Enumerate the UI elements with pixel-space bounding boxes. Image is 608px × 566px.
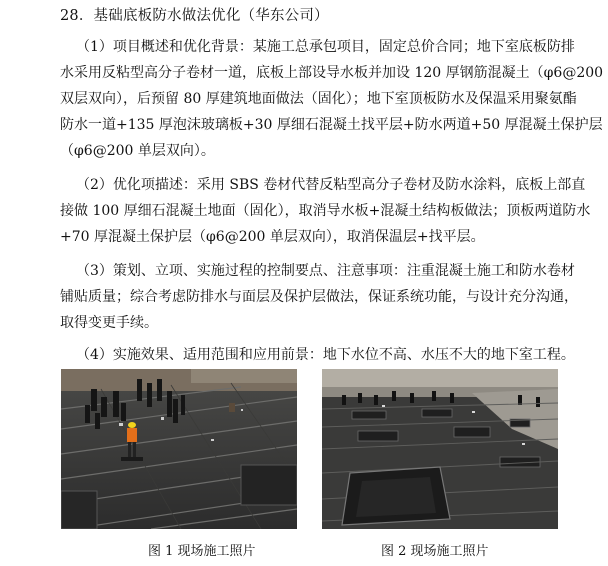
site-photo-2-image	[322, 369, 558, 529]
text-line: 铺贴质量；综合考虑防排水与面层及保护层做法，保证系统功能，与设计充分沟通，	[60, 289, 578, 305]
site-photo-2	[322, 369, 558, 529]
text-line: 水采用反粘型高分子卷材一道，底板上部设导水板并加设 120 厚钢筋混凝土（φ6@200	[60, 65, 604, 81]
text-line: （1）项目概述和优化背景：某施工总承包项目，固定总价合同；地下室底板防排	[76, 39, 575, 55]
section-heading: 28．基础底板防水做法优化（华东公司）	[60, 8, 329, 24]
text-line: 取得变更手续。	[60, 315, 158, 331]
text-line: （φ6@200 单层双向）。	[60, 143, 215, 159]
figure-1-caption: 图 1 现场施工照片	[148, 544, 256, 559]
figure-2-caption: 图 2 现场施工照片	[381, 544, 489, 559]
text-line: 双层双向），后预留 80 厚建筑地面做法（固化）；地下室顶板防水及保温采用聚氨酯	[60, 91, 577, 107]
site-photo-1-image	[61, 369, 297, 529]
paragraph-optimization	[60, 172, 591, 250]
text-line: 防水一道+135 厚泡沫玻璃板+30 厚细石混凝土找平层+防水两道+50 厚混凝土保护层	[60, 117, 603, 133]
text-line: （4）实施效果、适用范围和应用前景：地下水位不高、水压不大的地下室工程。	[76, 347, 575, 363]
text-line: 接做 100 厚细石混凝土地面（固化），取消导水板+混凝土结构板做法；顶板两道防水	[60, 203, 591, 219]
paragraph-effect	[60, 342, 580, 368]
paragraph-control-points	[60, 258, 580, 336]
text-line: （3）策划、立项、实施过程的控制要点、注意事项：注重混凝土施工和防水卷材	[76, 263, 575, 279]
paragraph-overview	[60, 34, 604, 164]
site-photo-1	[61, 369, 297, 529]
text-line: +70 厚混凝土保护层（φ6@200 单层双向），取消保温层+找平层。	[60, 229, 485, 245]
text-line: （2）优化项描述：采用 SBS 卷材代替反粘型高分子卷材及防水涂料，底板上部直	[76, 177, 586, 193]
